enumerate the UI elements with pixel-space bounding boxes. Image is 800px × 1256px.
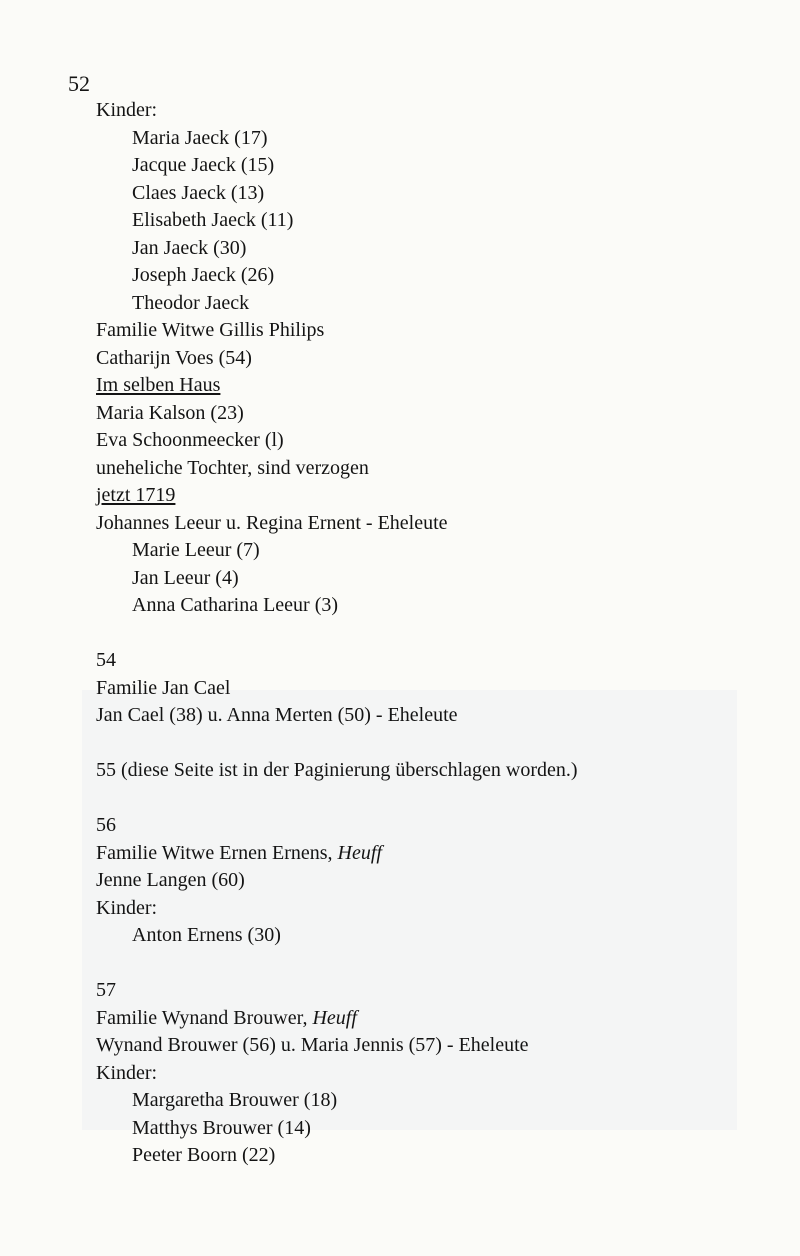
child-entry: Joseph Jaeck (26) [132, 264, 275, 286]
child-entry: Jan Jaeck (30) [132, 236, 247, 259]
register-text [96, 97, 736, 1170]
section-heading: jetzt 1719 [96, 484, 176, 506]
family-name: Familie Witwe Ernen Ernens, [96, 841, 338, 864]
family-name: Familie Wynand Brouwer, [96, 1006, 313, 1029]
child-entry: Peeter Boorn (22) [132, 1144, 276, 1166]
child-entry: Anton Ernens (30) [132, 924, 281, 946]
child-entry: Claes Jaeck (13) [132, 181, 265, 204]
house-name: Heuff [312, 1006, 357, 1029]
note-line: uneheliche Tochter, sind verzogen [96, 456, 369, 479]
child-entry: Matthys Brouwer (14) [132, 1116, 311, 1139]
child-entry: Elisabeth Jaeck (11) [132, 209, 294, 231]
kinder-label: Kinder: [96, 1061, 158, 1084]
entry-number: 57 [96, 979, 116, 1001]
blank-line [96, 730, 736, 758]
couple-entry: Johannes Leeur u. Regina Ernent - Eheleute [96, 511, 448, 534]
house-name: Heuff [337, 841, 382, 864]
child-entry: Margaretha Brouwer (18) [132, 1089, 338, 1111]
entry-note: 55 (diese Seite ist in der Paginierung überschlagen worden.) [96, 759, 578, 781]
kinder-label: Kinder: [96, 99, 158, 121]
blank-line [96, 785, 736, 813]
person-entry: Maria Kalson (23) [96, 401, 244, 424]
couple-entry: Jan Cael (38) u. Anna Merten (50) - Eheleute [96, 704, 458, 726]
family-heading [96, 840, 736, 868]
person-entry: Catharijn Voes (54) [96, 346, 252, 369]
person-entry: Jenne Langen (60) [96, 869, 245, 891]
child-entry: Anna Catharina Leeur (3) [132, 594, 339, 616]
child-entry: Marie Leeur (7) [132, 539, 260, 561]
family-heading: Familie Witwe Gillis Philips [96, 319, 325, 341]
child-entry: Jan Leeur (4) [132, 566, 239, 589]
family-heading [96, 1005, 736, 1033]
child-entry: Maria Jaeck (17) [132, 126, 268, 149]
couple-entry: Wynand Brouwer (56) u. Maria Jennis (57) - Eheleute [96, 1034, 529, 1056]
blank-line [96, 950, 736, 978]
person-entry: Eva Schoonmeecker (l) [96, 429, 284, 451]
page-number: 52 [68, 71, 90, 96]
entry-number: 56 [96, 814, 116, 836]
family-heading: Familie Jan Cael [96, 676, 231, 699]
kinder-label: Kinder: [96, 896, 158, 919]
child-entry: Theodor Jaeck [132, 291, 250, 314]
child-entry: Jacque Jaeck (15) [132, 154, 275, 176]
blank-line [96, 620, 736, 648]
section-heading: Im selben Haus [96, 374, 221, 396]
entry-number: 54 [96, 649, 116, 671]
